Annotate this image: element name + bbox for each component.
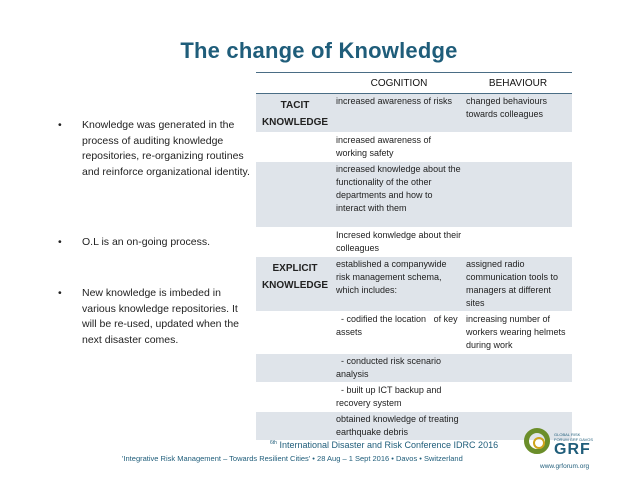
table-row	[256, 354, 572, 383]
logo-small-text: GLOBAL RISK FORUM GRF DAVOS	[554, 432, 594, 442]
behaviour-cell	[464, 162, 572, 228]
table-row	[256, 94, 572, 133]
empty-cell	[256, 412, 334, 441]
behaviour-cell	[464, 354, 572, 383]
table-row	[256, 257, 572, 312]
bullet-dot: •	[58, 236, 62, 248]
behaviour-cell: changed behaviours towards colleagues	[464, 94, 572, 133]
table-row	[256, 162, 572, 228]
header-empty	[256, 73, 334, 94]
table-row	[256, 133, 572, 162]
explicit-label: EXPLICIT KNOWLEDGE	[256, 257, 334, 312]
bullet-dot: •	[58, 287, 62, 299]
cognition-cell: - conducted risk scenario analysis	[334, 354, 464, 383]
empty-cell	[256, 354, 334, 383]
globe-icon	[524, 428, 550, 454]
cognition-cell: increased awareness of working safety	[334, 133, 464, 162]
tacit-label: TACIT KNOWLEDGE	[256, 94, 334, 133]
behaviour-cell	[464, 383, 572, 412]
empty-cell	[256, 228, 334, 257]
empty-cell	[256, 312, 334, 354]
cognition-cell: increased awareness of risks	[334, 94, 464, 133]
website-link[interactable]: www.grforum.org	[540, 463, 590, 470]
behaviour-cell: increasing number of workers wearing helmets during work	[464, 312, 572, 354]
knowledge-table	[256, 72, 572, 441]
cognition-cell: Incresed konwledge about their colleagues	[334, 228, 464, 257]
bullet-text: New knowledge is imbeded in various knowledge repositories. It will be re-used, updated when the next disaster comes.	[82, 287, 240, 346]
conference-name: International Disaster and Risk Conference IDRC 2016	[279, 440, 499, 450]
grf-logo	[524, 428, 594, 462]
table-header-row	[256, 73, 572, 94]
empty-cell	[256, 133, 334, 162]
table-row	[256, 228, 572, 257]
behaviour-cell	[464, 133, 572, 162]
table-row	[256, 383, 572, 412]
empty-cell	[256, 383, 334, 412]
behaviour-cell	[464, 228, 572, 257]
conference-subtitle: 'Integrative Risk Management – Towards Resilient Cities' • 28 Aug – 1 Sept 2016 • Davos • Switzerland	[122, 454, 463, 463]
cognition-cell: - built up ICT backup and recovery system	[334, 383, 464, 412]
bullet-text: O.L is an on-going process.	[82, 236, 211, 248]
bullet-dot: •	[58, 119, 62, 131]
logo-wordmark: GRF	[554, 441, 591, 458]
slide-title: The change of Knowledge	[180, 38, 458, 63]
bullet-text: Knowledge was generated in the process of auditing knowledge repositories, re-organizing routines and reinforce organizational identity.	[82, 119, 250, 178]
cognition-cell: - codified the location of key assets	[334, 312, 464, 354]
cognition-cell: obtained knowledge of treating earthquake debris	[334, 412, 464, 441]
cognition-cell: increased knowledge about the functionality of the other departments and how to interact with them	[334, 162, 464, 228]
conference-title	[270, 440, 498, 450]
edition-superscript: 6th	[270, 440, 277, 446]
cognition-cell: established a companywide risk management schema, which includes:	[334, 257, 464, 312]
table-row	[256, 312, 572, 354]
header-cognition: COGNITION	[334, 73, 464, 94]
header-behaviour: BEHAVIOUR	[464, 73, 572, 94]
behaviour-cell: assigned radio communication tools to managers at different sites	[464, 257, 572, 312]
empty-cell	[256, 162, 334, 228]
